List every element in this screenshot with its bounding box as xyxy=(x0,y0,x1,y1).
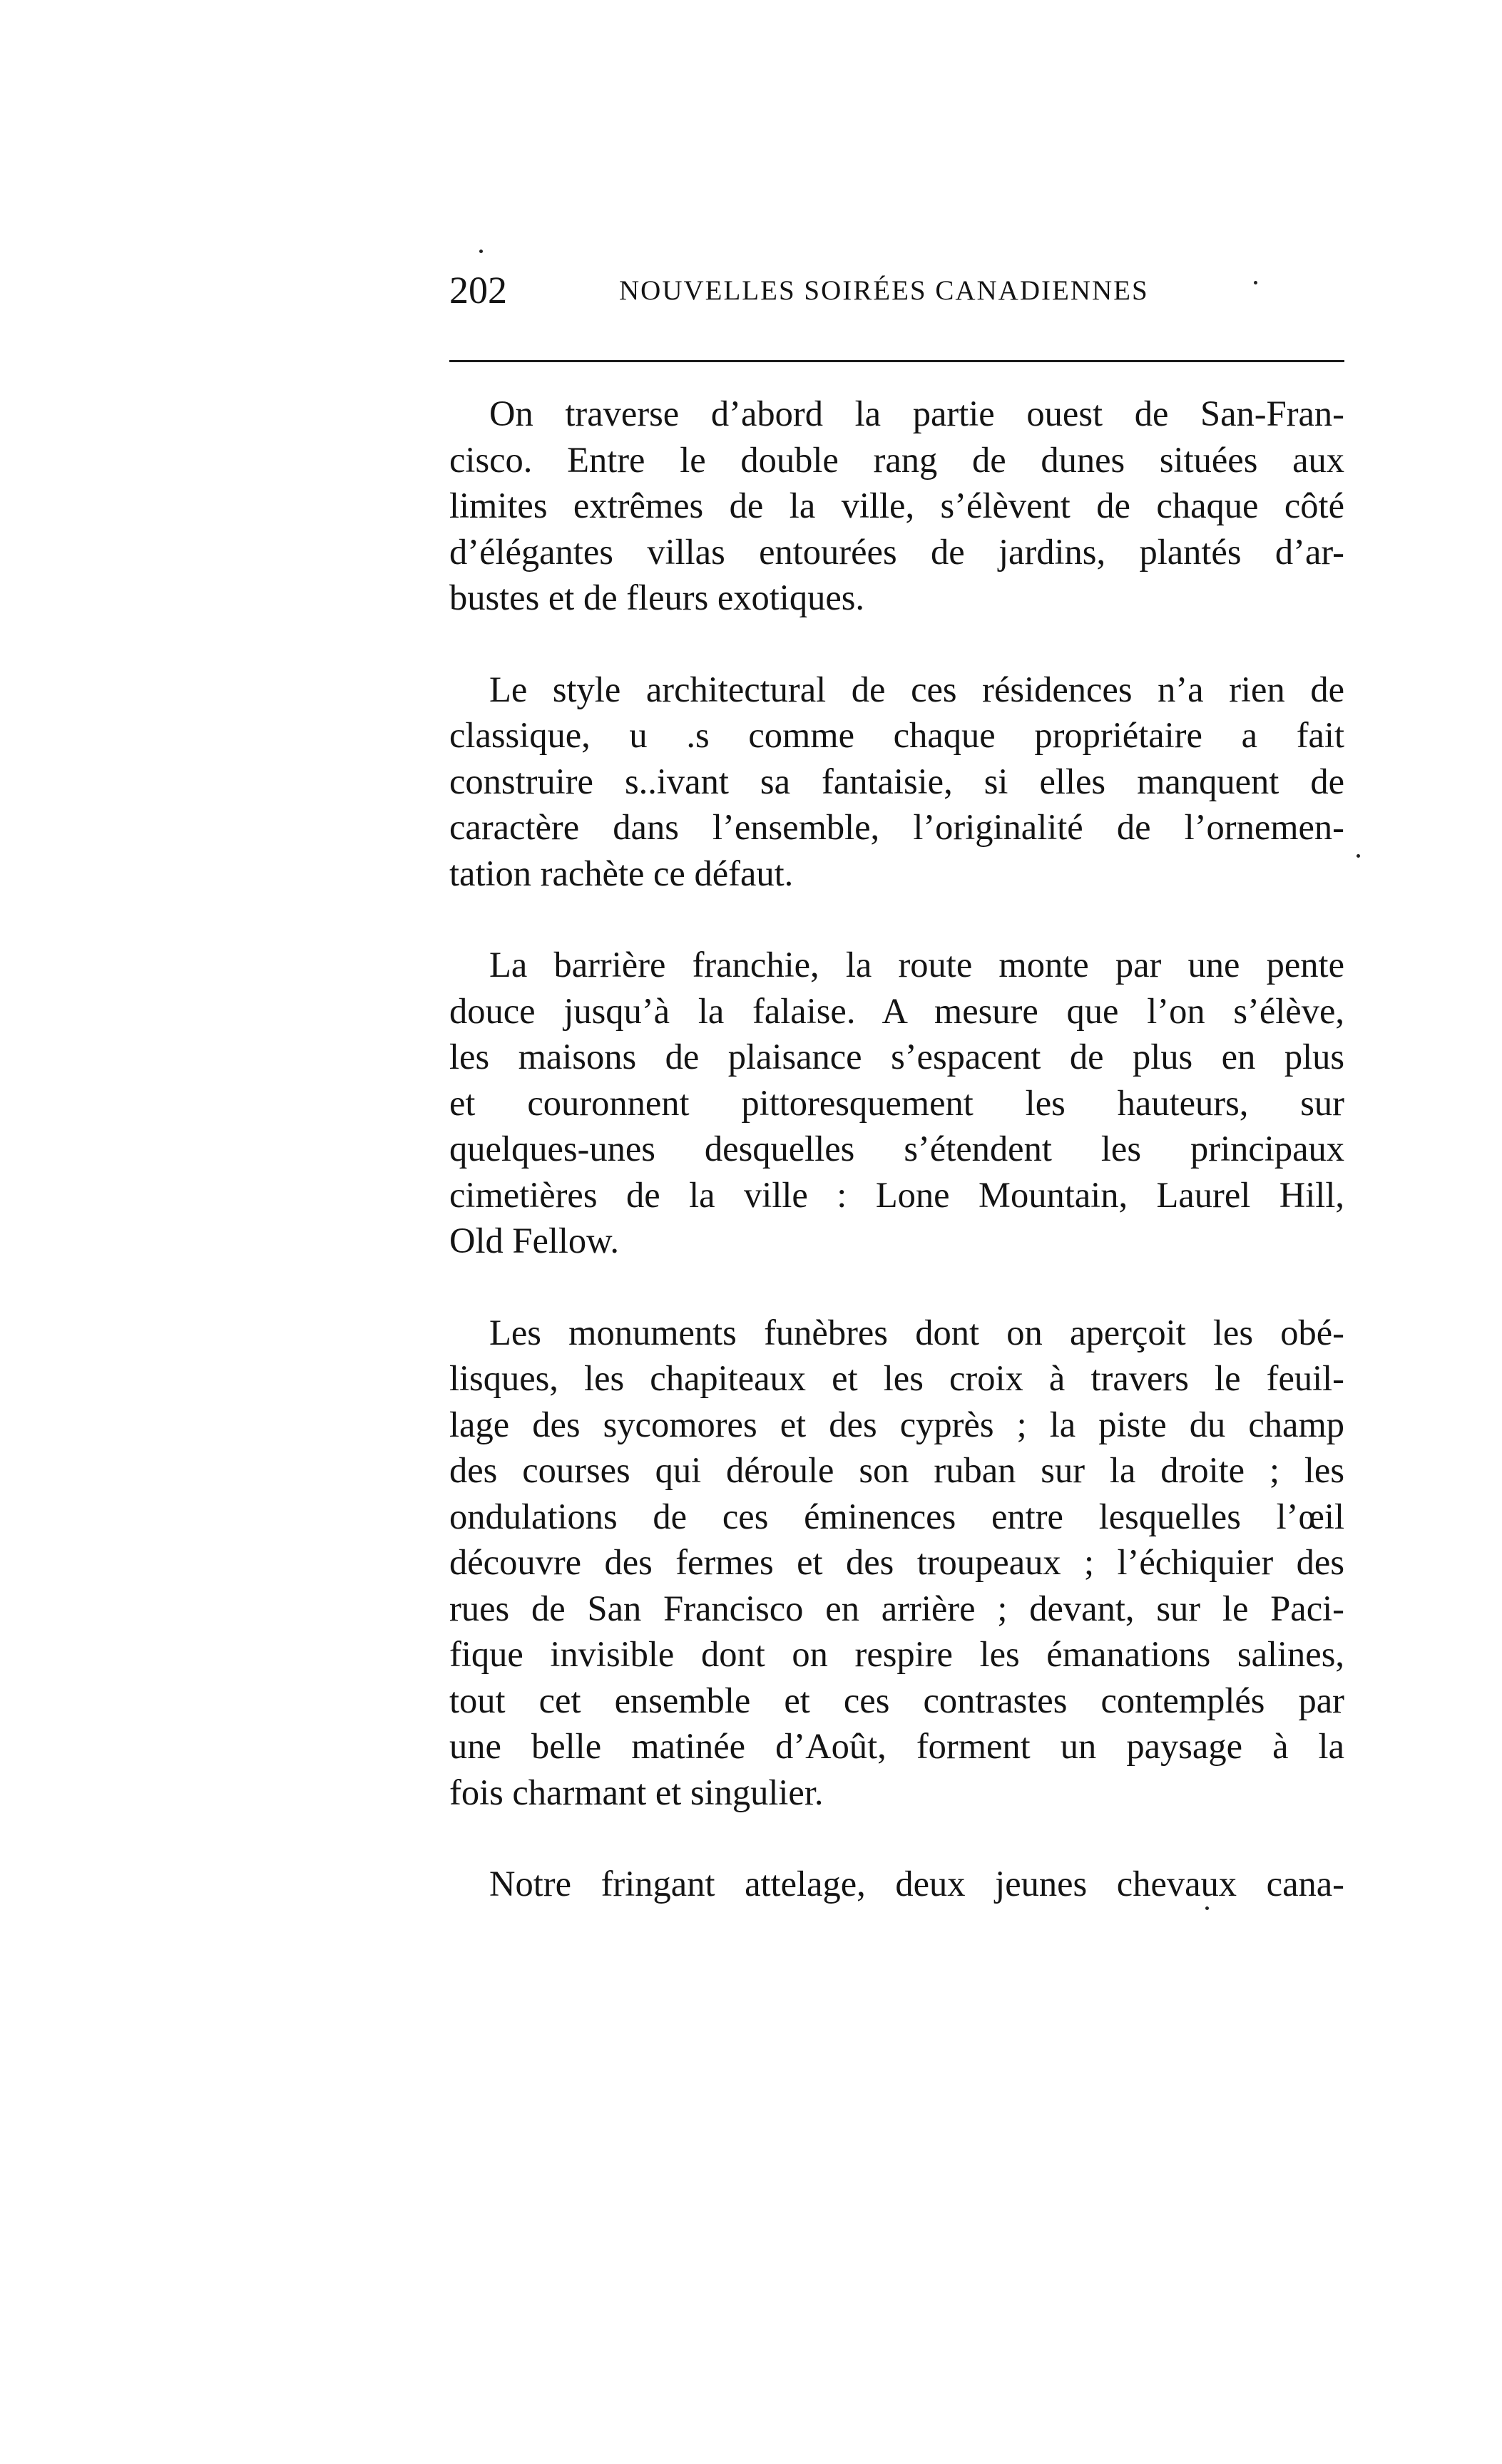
text-line: rues de San Francisco en arrière ; devant, sur le Paci- xyxy=(449,1588,1344,1628)
page-number: 202 xyxy=(449,269,507,312)
paragraph xyxy=(449,667,1344,897)
text-line: cisco. Entre le double rang de dunes situées aux xyxy=(449,439,1344,480)
paragraph xyxy=(449,391,1344,621)
text-line: fique invisible dont on respire les émanations salines, xyxy=(449,1634,1344,1674)
text-line: La barrière franchie, la route monte par une pente xyxy=(489,945,1344,985)
print-speck xyxy=(1205,1906,1209,1910)
text-line: On traverse d’abord la partie ouest de San-Fran- xyxy=(489,394,1344,433)
text-line: construire s..ivant sa fantaisie, si elles manquent de xyxy=(449,761,1344,801)
text-line: cimetières de la ville : Lone Mountain, Laurel Hill, xyxy=(449,1174,1344,1215)
text-line: Les monuments funèbres dont on aperçoit les obé- xyxy=(489,1312,1344,1352)
text-line: des courses qui déroule son ruban sur la droite ; les xyxy=(449,1450,1344,1490)
text-line: quelques-unes desquelles s’étendent les principaux xyxy=(449,1129,1344,1169)
text-line: Notre fringant attelage, deux jeunes chevaux cana- xyxy=(489,1864,1344,1904)
text-line: bustes et de fleurs exotiques. xyxy=(449,578,865,617)
text-line: Le style architectural de ces résidences n’a rien de xyxy=(489,669,1344,709)
text-line: lage des sycomores et des cyprès ; la piste du champ xyxy=(449,1404,1344,1444)
text-line: limites extrêmes de la ville, s’élèvent de chaque côté xyxy=(449,486,1344,525)
print-speck xyxy=(1254,281,1257,284)
paragraph xyxy=(449,942,1344,1264)
text-line: douce jusqu’à la falaise. A mesure que l’on s’élève, xyxy=(449,990,1344,1031)
text-line: ondulations de ces éminences entre lesquelles l’œil xyxy=(449,1496,1344,1536)
text-line: tout cet ensemble et ces contrastes contemplés par xyxy=(449,1680,1344,1720)
text-line: d’élégantes villas entourées de jardins, plantés d’ar- xyxy=(449,531,1344,572)
header-rule xyxy=(449,360,1344,362)
running-title: NOUVELLES SOIRÉES CANADIENNES xyxy=(619,275,1149,306)
text-line: les maisons de plaisance s’espacent de plus en plus xyxy=(449,1037,1344,1077)
text-line: et couronnent pittoresquement les hauteurs, sur xyxy=(449,1082,1344,1123)
text-line: Old Fellow. xyxy=(449,1221,620,1261)
text-line: découvre des fermes et des troupeaux ; l’échiquier des xyxy=(449,1542,1344,1582)
text-line: fois charmant et singulier. xyxy=(449,1772,824,1812)
print-speck xyxy=(479,250,483,253)
text-line: une belle matinée d’Août, forment un paysage à la xyxy=(449,1726,1344,1766)
text-line: lisques, les chapiteaux et les croix à travers le feuil- xyxy=(449,1358,1344,1398)
paragraph xyxy=(449,1861,1344,1907)
text-line: classique, u .s comme chaque propriétaire a fait xyxy=(449,715,1344,755)
paragraph xyxy=(449,1310,1344,1816)
body-text xyxy=(449,391,1344,1953)
text-line: tation rachète ce défaut. xyxy=(449,853,794,893)
page-header xyxy=(449,265,1344,315)
text-line: caractère dans l’ensemble, l’originalité de l’ornemen- xyxy=(449,807,1344,847)
print-speck xyxy=(1357,854,1360,858)
